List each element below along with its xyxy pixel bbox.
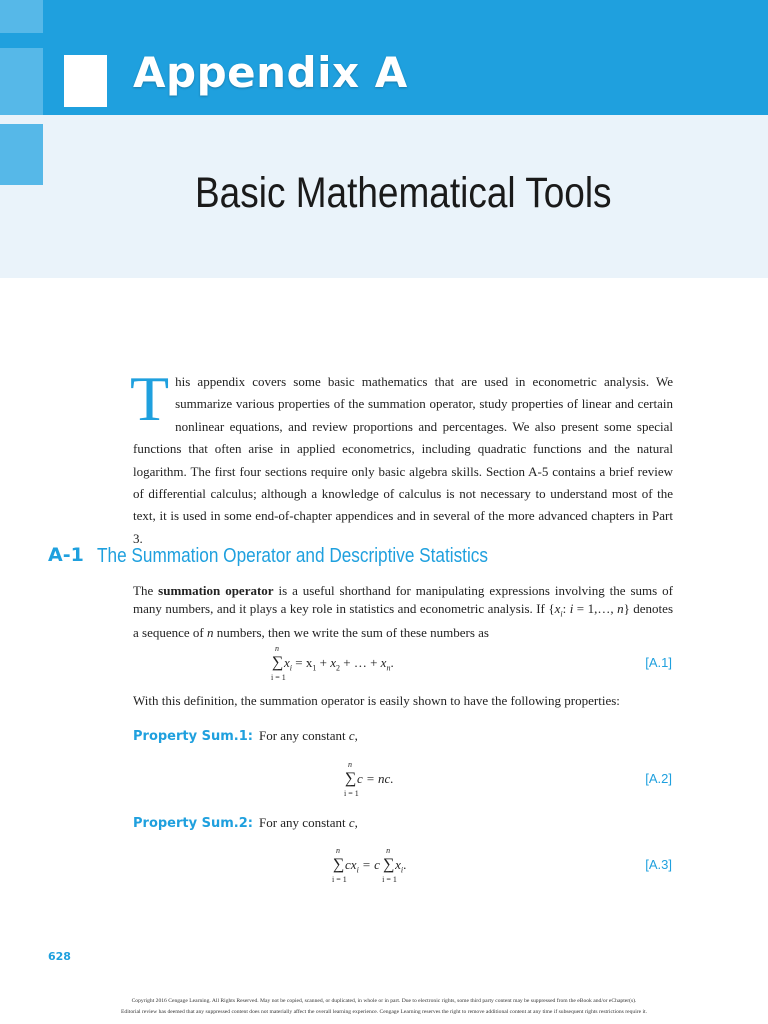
intro-text: his appendix covers some basic mathematics that are used in econometric analysis. We summarize various properties of the summation operator, study properties of linear and certain nonlinear equations, and review proportions and percentages. We also present some special functions that often arise in applied econometrics, including quadratic functions and the natural logarithm. The first four sections require only basic algebra skills. Section A-5 contains a brief review of differential calculus; although a knowledge of calculus is not necessary to understand most of the text, it is used in some end-of-chapter appendices and in several of the more advanced chapters in Part 3. [133,374,673,546]
copyright-notice: Copyright 2016 Cengage Learning. All Rights Reserved. May not be copied, scanned, or duplicated, in whole or in part. Due to electronic rights, some third party content may be suppressed from the eBook and/or eChapter(s). [131,998,637,1004]
intro-paragraph [130,363,673,550]
math-sub: i [356,865,359,875]
math-var: x [380,655,387,670]
section-number: A-1 [48,544,84,566]
appendix-label: Appendix A [133,48,408,97]
eq-text: = nc. [362,771,394,786]
upper-limit: n [336,846,340,856]
equation-a1 [271,644,394,683]
lower-limit: i = 1 [382,875,397,885]
summation-symbol [382,846,397,885]
eq-text: , [354,815,358,830]
summation-symbol [271,644,286,683]
math-var: x [350,857,357,872]
math-var: x [284,655,290,670]
sigma: ∑ [383,856,395,874]
math-var: c [348,728,355,743]
property-sum-1 [133,728,358,744]
eq-text: , [354,728,358,743]
summation-symbol [344,760,359,799]
math-sub: 2 [335,663,340,673]
text-run: The [133,583,159,598]
eq-text: = x [292,655,313,670]
text-run: : [562,601,570,616]
lower-limit: i = 1 [271,673,286,683]
summation-symbol [332,846,347,885]
upper-limit: n [275,644,279,654]
math-sub: n [386,663,391,673]
eq-text: . [403,857,407,872]
math-var: c [348,815,355,830]
decorative-square [0,0,43,33]
eq-text: . [390,655,394,670]
bold-term: summation operator [158,583,274,598]
equation-number: [A.1] [645,655,672,670]
eq-text: = c [358,857,380,872]
equation-a2 [344,760,394,799]
decorative-square [0,48,43,115]
math-sub: i [289,663,293,673]
property-label: Property Sum.2: [133,816,253,831]
text-run: } denotes a sequence of [133,601,673,640]
page-number: 628 [48,950,71,963]
decorative-square-white [64,55,107,107]
section-title: The Summation Operator and Descriptive Statistics [97,545,488,567]
math-var: x [395,857,401,872]
property-text: For any constant [258,815,349,830]
math-var: c [357,771,363,786]
math-sub: i [400,865,404,875]
equation-number: [A.3] [645,857,672,872]
math-sub: 1 [312,663,317,673]
eq-text: + … + [339,655,381,670]
text-run: is a useful shorthand for manipulating expressions involving the sums of many numbers, and it plays a key role in statistics and econometric analysis. If { [133,583,673,616]
drop-cap: T [130,363,170,434]
chapter-banner [0,0,768,278]
sigma: ∑ [272,654,284,672]
lower-limit: i = 1 [344,789,359,799]
chapter-title: Basic Mathematical Tools [195,169,612,217]
upper-limit: n [386,846,391,856]
math-var: i [569,601,574,616]
lower-limit: i = 1 [332,875,347,885]
sigma: ∑ [345,770,357,788]
decorative-square [0,124,43,185]
math-sub: i [560,609,563,619]
copyright-notice: Editorial review has deemed that any suppressed content does not materially affect the overall learning experience. Cengage Learning reserves the right to remove additional content at any time if subsequent rights restrictions require it. [121,1009,647,1015]
body-paragraph: With this definition, the summation operator is easily shown to have the following properties: [133,693,620,708]
math-var: n [617,601,624,616]
equation-a3 [332,846,407,885]
math-var: c [345,857,351,872]
body-paragraph [133,582,673,642]
math-var: x [330,655,336,670]
property-sum-2 [133,815,358,831]
sigma: ∑ [333,856,345,874]
text-run: = 1,…, [573,601,618,616]
property-text: For any constant [258,728,349,743]
equation-number: [A.2] [645,771,672,786]
math-var: x [554,601,561,616]
text-run: numbers, then we write the sum of these numbers as [213,624,489,640]
eq-text: + [316,655,331,670]
property-label: Property Sum.1: [133,729,253,744]
math-var: n [207,624,214,640]
upper-limit: n [348,760,352,770]
